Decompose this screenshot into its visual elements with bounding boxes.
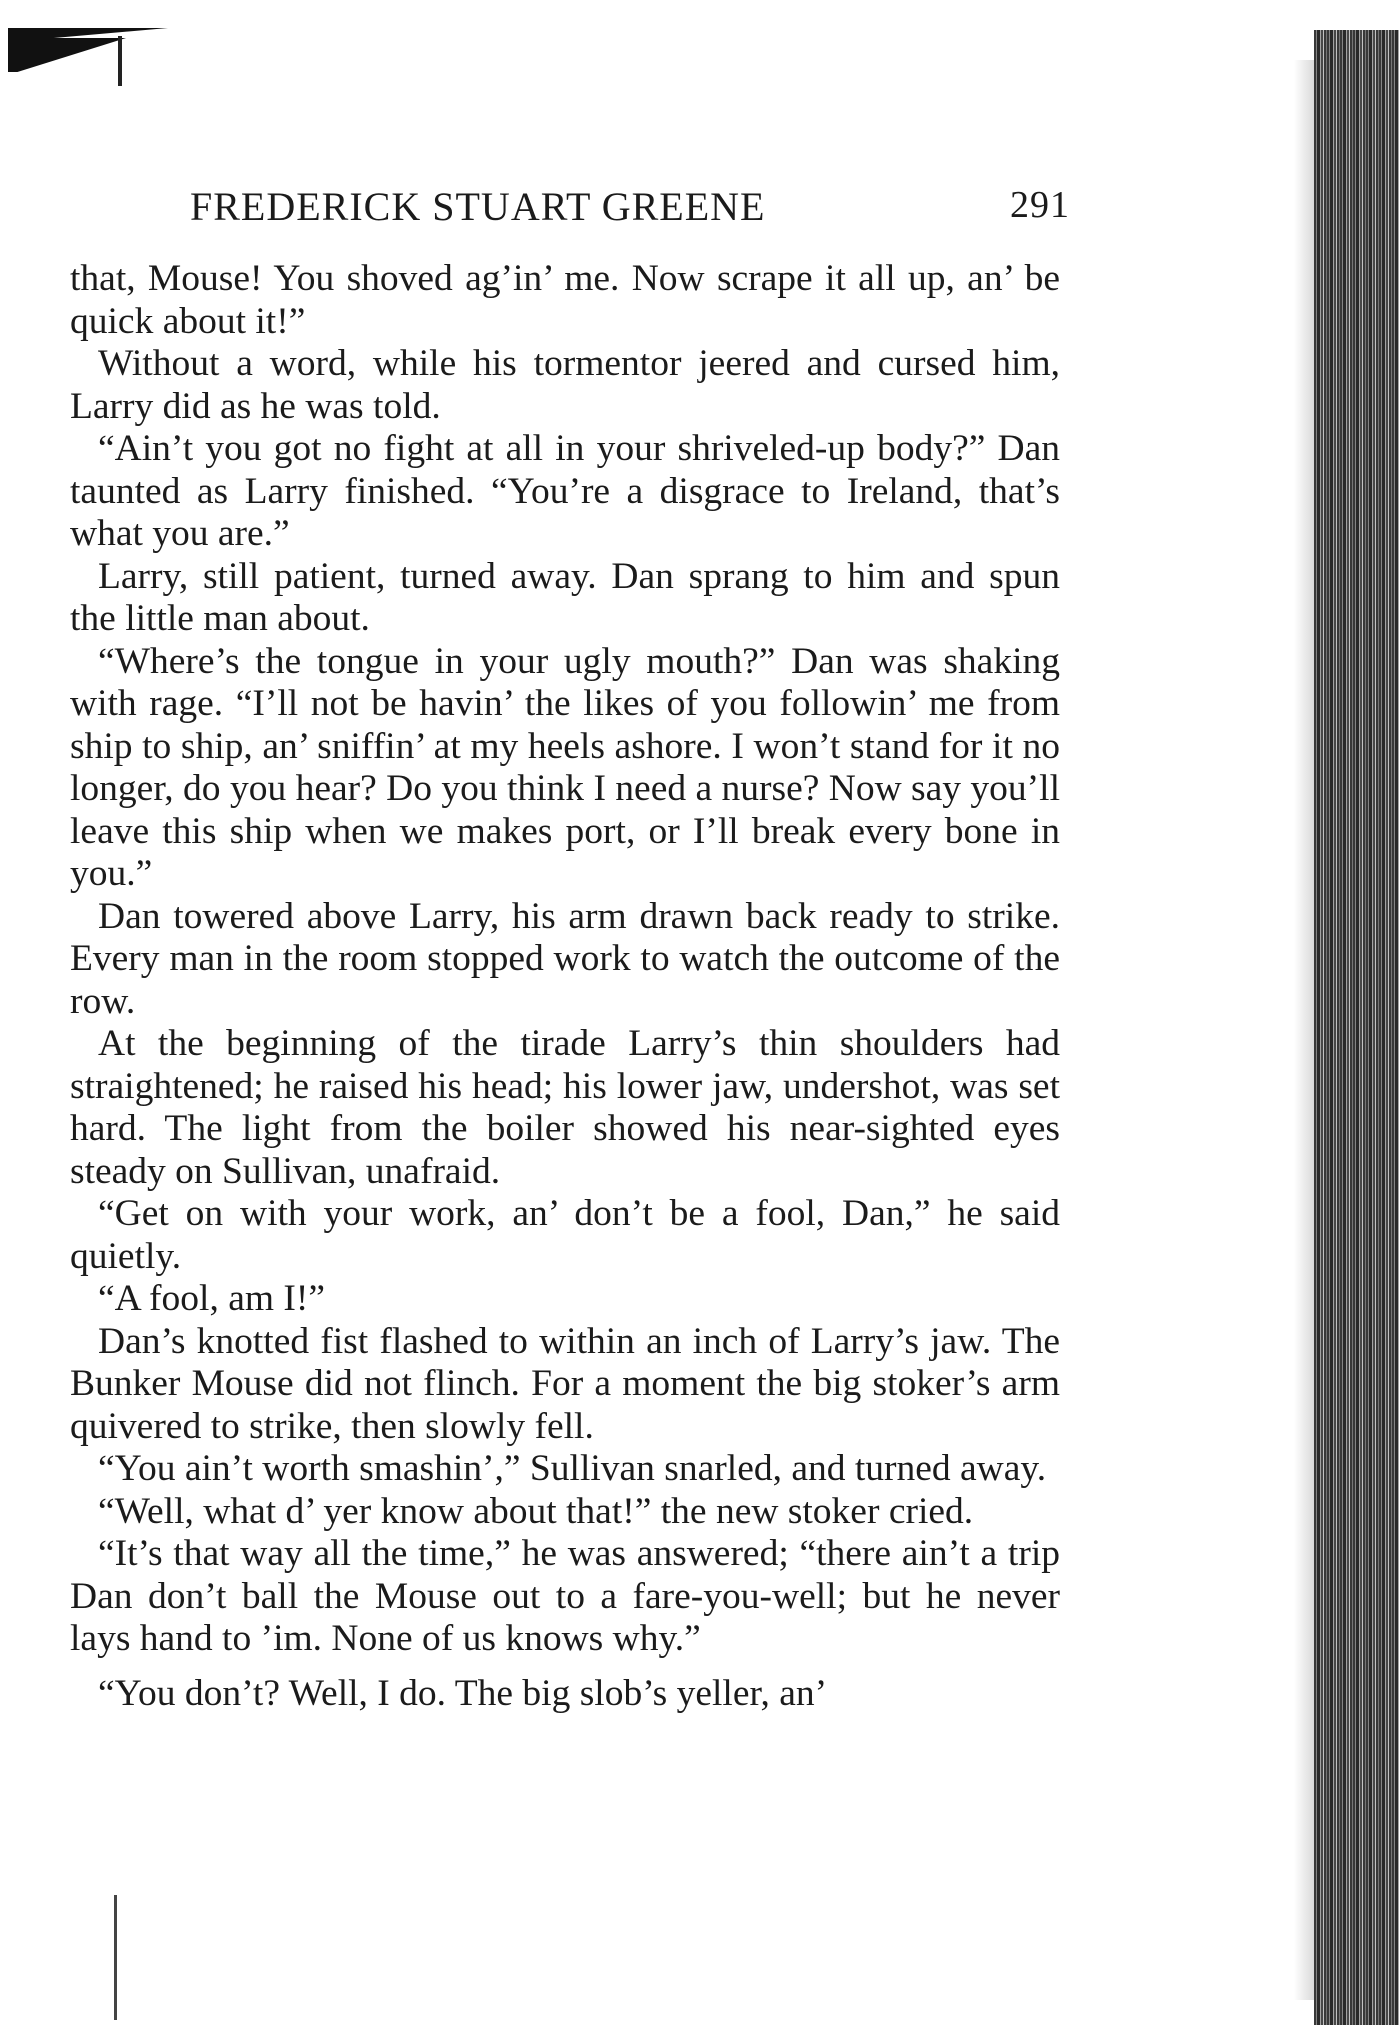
paragraph: “You ain’t worth smashin’,” Sullivan snarled, and turned away. (98, 1448, 1047, 1489)
scan-artifact-line (114, 1895, 117, 2020)
paragraph: “You don’t? Well, I do. The big slob’s yeller, an’ (98, 1672, 828, 1714)
paragraph: “Ain’t you got no fight at all in your shriveled-up body?” Dan taunted as Larry finished. “You’re a disgrace to Ireland, that’s what you are.” (70, 428, 1060, 554)
paragraph: “It’s that way all the time,” he was answered; “there ain’t a trip Dan don’t ball the Mouse out to a fare-you-well; but he never lays hand to ’im. None of us knows why.” (70, 1533, 1060, 1659)
binding-gutter (1314, 30, 1399, 2025)
paragraph: that, Mouse! You shoved ag’in’ me. Now scrape it all up, an’ be quick about it!” (70, 258, 1060, 342)
paragraph: At the beginning of the tirade Larry’s thin shoulders had straightened; he raised his head; his lower jaw, undershot, was set hard. The light from the boiler showed his near-sighted eyes steady on Sullivan, unafraid. (70, 1023, 1060, 1192)
paragraph: Dan’s knotted fist flashed to within an inch of Larry’s jaw. The Bunker Mouse did not flinch. For a moment the big stoker’s arm quivered to strike, then slowly fell. (70, 1320, 1060, 1447)
paragraph: “Where’s the tongue in your ugly mouth?” Dan was shaking with rage. “I’ll not be havin’ the likes of you followin’ me from ship to ship, an’ sniffin’ at my heels ashore. I won’t stand for it no longer, do you hear? Do you think I need a nurse? Now say you’ll leave this ship when we makes port, or I’ll break every bone in you.” (70, 640, 1060, 894)
paragraph: Larry, still patient, turned away. Dan sprang to him and spun the little man about. (70, 555, 1060, 639)
paragraph: Dan towered above Larry, his arm drawn back ready to strike. Every man in the room stopped work to watch the outcome of the row. (70, 895, 1060, 1022)
binding-shadow (1294, 60, 1314, 2000)
printer-tick (118, 36, 122, 86)
page-header (190, 183, 1070, 233)
running-head: FREDERICK STUART GREENE (190, 184, 766, 229)
paragraph: Without a word, while his tormentor jeered and cursed him, Larry did as he was told. (70, 343, 1060, 427)
paragraph: “Well, what d’ yer know about that!” the new stoker cried. (98, 1490, 974, 1532)
page-number: 291 (1010, 184, 1070, 226)
body-text (70, 258, 1060, 1715)
paragraph: “Get on with your work, an’ don’t be a fool, Dan,” he said quietly. (70, 1193, 1060, 1277)
paragraph: “A fool, am I!” (98, 1278, 325, 1319)
printer-mark-tail (8, 38, 126, 72)
